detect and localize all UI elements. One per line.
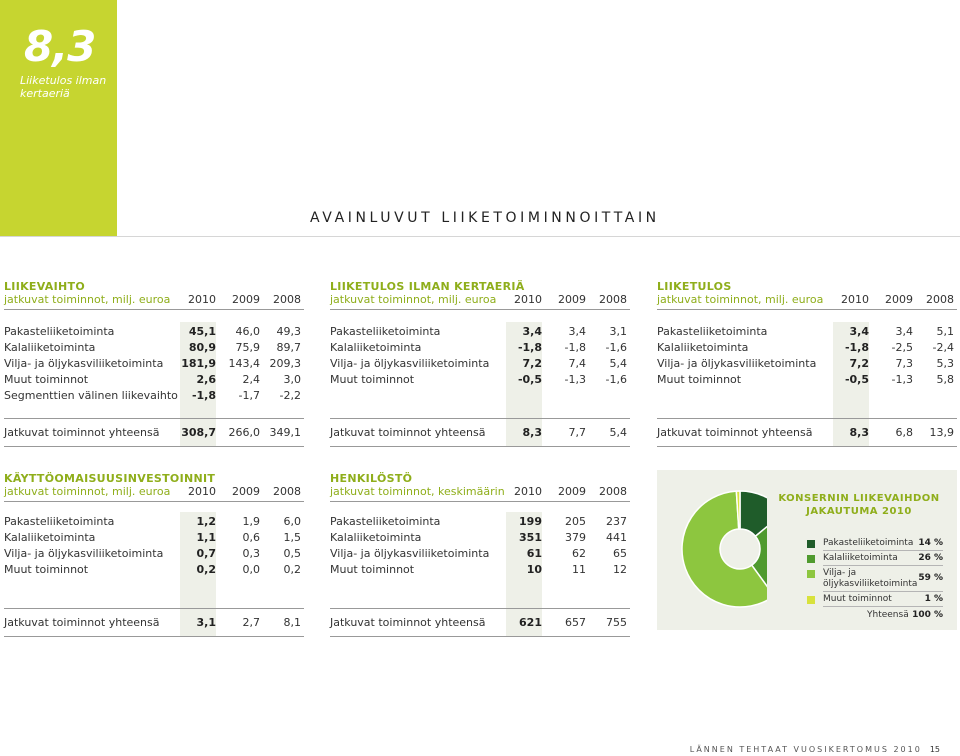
table-row (657, 325, 957, 341)
total-value: 266,0 (228, 426, 260, 439)
row-value: -0,5 (844, 373, 869, 386)
row-value: 7,2 (849, 357, 869, 370)
table-title: LIIKEVAIHTO (4, 280, 85, 293)
table-unit: jatkuvat toiminnot, milj. euroa (4, 293, 171, 306)
row-label: Vilja- ja öljykasviliiketoiminta (4, 357, 164, 370)
table-row (330, 357, 630, 373)
table-unit: jatkuvat toiminnot, keskimäärin (330, 485, 505, 498)
row-value: -2,2 (279, 389, 301, 402)
legend-divider (823, 550, 943, 551)
row-value: 62 (572, 547, 586, 560)
legend-percent: 59 % (918, 573, 943, 583)
row-value: 5,4 (609, 357, 627, 370)
table-row (4, 325, 304, 341)
legend-label: Kalaliiketoiminta (823, 553, 898, 563)
table-unit: jatkuvat toiminnot, milj. euroa (657, 293, 824, 306)
legend-percent: 1 % (924, 594, 943, 604)
table-header-row (4, 485, 304, 499)
hero-label: Liiketulos ilman kertaeriä (20, 74, 107, 100)
table-row (657, 341, 957, 357)
table-row (4, 563, 304, 579)
total-value: 8,3 (522, 426, 542, 439)
page-title: AVAINLUVUT LIIKETOIMINNOITTAIN (310, 210, 660, 226)
row-value: -1,8 (844, 341, 869, 354)
row-label: Vilja- ja öljykasviliiketoiminta (4, 547, 164, 560)
row-value: -1,7 (238, 389, 260, 402)
table-unit: jatkuvat toiminnot, milj. euroa (330, 293, 497, 306)
table-row (657, 373, 957, 389)
bottom-divider (4, 636, 304, 637)
row-value: 205 (565, 515, 586, 528)
row-value: 10 (526, 563, 542, 576)
row-value: 3,4 (895, 325, 913, 338)
total-label: Jatkuvat toiminnot yhteensä (4, 616, 160, 629)
legend-swatch (807, 540, 815, 548)
row-label: Muut toiminnot (4, 563, 89, 576)
row-value: 7,3 (895, 357, 913, 370)
row-value: 1,2 (196, 515, 216, 528)
total-value: 621 (519, 616, 542, 629)
row-value: 199 (519, 515, 542, 528)
total-value: 5,4 (609, 426, 627, 439)
row-label: Pakasteliiketoiminta (4, 515, 115, 528)
total-label: Jatkuvat toiminnot yhteensä (657, 426, 813, 439)
legend-divider (823, 591, 943, 592)
row-label: Kalaliiketoiminta (330, 341, 422, 354)
legend-label: Muut toiminnot (823, 594, 892, 604)
table-row (4, 515, 304, 531)
liiketulos-table (657, 280, 957, 439)
year-header: 2010 (514, 485, 542, 498)
table-title: HENKILÖSTÖ (330, 472, 413, 485)
row-value: 0,2 (283, 563, 301, 576)
year-header: 2009 (885, 293, 913, 306)
row-value: 5,3 (936, 357, 954, 370)
row-value: 143,4 (228, 357, 260, 370)
legend-total-label: Yhteensä (867, 610, 909, 620)
page-footer (690, 745, 940, 754)
total-divider (330, 608, 630, 609)
table-row (4, 547, 304, 563)
year-header: 2010 (841, 293, 869, 306)
row-value: 0,5 (283, 547, 301, 560)
table-row (4, 389, 304, 405)
hero-highlight-box (0, 0, 117, 236)
total-value: 657 (565, 616, 586, 629)
year-header: 2009 (232, 293, 260, 306)
year-header: 2009 (558, 485, 586, 498)
bottom-divider (4, 446, 304, 447)
bottom-divider (657, 446, 957, 447)
row-label: Muut toiminnot (330, 373, 415, 386)
row-value: 61 (526, 547, 542, 560)
row-value: -2,4 (932, 341, 954, 354)
legend-divider (823, 565, 943, 566)
year-header: 2010 (188, 293, 216, 306)
year-header: 2010 (188, 485, 216, 498)
table-row (330, 373, 630, 389)
row-value: 75,9 (235, 341, 260, 354)
total-divider (4, 608, 304, 609)
legend-percent: 26 % (918, 553, 943, 563)
row-value: 80,9 (188, 341, 216, 354)
row-label: Muut toiminnot (330, 563, 415, 576)
row-value: -0,5 (517, 373, 542, 386)
row-value: 1,5 (283, 531, 301, 544)
row-label: Pakasteliiketoiminta (4, 325, 115, 338)
row-value: 0,3 (242, 547, 260, 560)
bottom-divider (330, 446, 630, 447)
total-row (4, 426, 304, 442)
total-value: 2,7 (242, 616, 260, 629)
row-label: Kalaliiketoiminta (330, 531, 422, 544)
row-value: 7,4 (568, 357, 586, 370)
liiketulos-ilman-kertaeria-table (330, 280, 630, 439)
row-value: -1,8 (191, 389, 216, 402)
row-value: 5,8 (936, 373, 954, 386)
row-value: 1,9 (242, 515, 260, 528)
row-value: -2,5 (891, 341, 913, 354)
pie-chart-title: KONSERNIN LIIKEVAIHDON JAKAUTUMA 2010 (778, 493, 940, 517)
liikevaihto-table (4, 280, 304, 439)
row-value: -1,6 (605, 341, 627, 354)
row-label: Pakasteliiketoiminta (657, 325, 768, 338)
year-header: 2009 (558, 293, 586, 306)
row-label: Kalaliiketoiminta (4, 531, 96, 544)
table-header-row (330, 293, 630, 307)
total-value: 755 (606, 616, 627, 629)
total-value: 3,1 (196, 616, 216, 629)
page-number: 15 (929, 745, 940, 754)
header-divider (330, 309, 630, 310)
total-row (330, 426, 630, 442)
table-title: LIIKETULOS (657, 280, 732, 293)
total-label: Jatkuvat toiminnot yhteensä (4, 426, 160, 439)
pie-chart (657, 470, 767, 630)
year-header: 2010 (514, 293, 542, 306)
row-label: Pakasteliiketoiminta (330, 515, 441, 528)
row-label: Muut toiminnot (4, 373, 89, 386)
total-row (657, 426, 957, 442)
total-divider (330, 418, 630, 419)
row-value: 2,4 (242, 373, 260, 386)
row-value: -1,3 (564, 373, 586, 386)
kayttoomaisuusinvestoinnit-table (4, 472, 304, 629)
total-value: 13,9 (929, 426, 954, 439)
total-row (4, 616, 304, 632)
table-row (4, 341, 304, 357)
row-value: -1,6 (605, 373, 627, 386)
table-row (330, 341, 630, 357)
year-header: 2008 (273, 485, 301, 498)
row-value: 3,4 (568, 325, 586, 338)
total-divider (4, 418, 304, 419)
row-value: -1,8 (517, 341, 542, 354)
row-value: 65 (613, 547, 627, 560)
row-label: Pakasteliiketoiminta (330, 325, 441, 338)
row-value: 46,0 (235, 325, 260, 338)
row-value: 0,2 (196, 563, 216, 576)
table-header-row (657, 293, 957, 307)
row-value: 12 (613, 563, 627, 576)
table-row (4, 357, 304, 373)
row-value: 7,2 (522, 357, 542, 370)
year-header: 2008 (273, 293, 301, 306)
table-header-row (330, 485, 630, 499)
legend-label: Pakasteliiketoiminta (823, 538, 914, 548)
row-value: 0,0 (242, 563, 260, 576)
row-value: 237 (606, 515, 627, 528)
row-value: 2,6 (196, 373, 216, 386)
row-label: Segmenttien välinen liikevaihto (4, 389, 178, 402)
total-value: 349,1 (269, 426, 301, 439)
row-label: Kalaliiketoiminta (4, 341, 96, 354)
legend-divider (823, 606, 943, 607)
row-value: 379 (565, 531, 586, 544)
row-value: 11 (572, 563, 586, 576)
row-label: Vilja- ja öljykasviliiketoiminta (330, 547, 490, 560)
hero-value: 8,3 (24, 22, 96, 71)
table-row (330, 531, 630, 547)
table-header-row (4, 293, 304, 307)
total-value: 8,3 (849, 426, 869, 439)
table-title: KÄYTTÖOMAISUUSINVESTOINNIT (4, 472, 216, 485)
total-label: Jatkuvat toiminnot yhteensä (330, 616, 486, 629)
row-value: 0,7 (196, 547, 216, 560)
legend-label: Vilja- ja öljykasviliiketoiminta (823, 568, 918, 589)
row-value: 89,7 (276, 341, 301, 354)
footer-text: LÄNNEN TEHTAAT VUOSIKERTOMUS 2010 (689, 745, 922, 754)
row-value: 3,4 (849, 325, 869, 338)
header-divider (330, 501, 630, 502)
row-label: Vilja- ja öljykasviliiketoiminta (657, 357, 817, 370)
table-row (330, 515, 630, 531)
year-header: 2009 (232, 485, 260, 498)
year-header: 2008 (926, 293, 954, 306)
row-label: Kalaliiketoiminta (657, 341, 749, 354)
table-title: LIIKETULOS ILMAN KERTAERIÄ (330, 280, 525, 293)
year-header: 2008 (599, 485, 627, 498)
table-row (657, 357, 957, 373)
table-row (4, 373, 304, 389)
henkilosto-table (330, 472, 630, 629)
bottom-divider (330, 636, 630, 637)
header-divider (4, 309, 304, 310)
header-divider (4, 501, 304, 502)
total-value: 308,7 (181, 426, 216, 439)
row-value: 1,1 (196, 531, 216, 544)
year-header: 2008 (599, 293, 627, 306)
table-row (330, 325, 630, 341)
total-row (330, 616, 630, 632)
total-divider (657, 418, 957, 419)
legend-swatch (807, 570, 815, 578)
row-value: 45,1 (188, 325, 216, 338)
header-divider (657, 309, 957, 310)
legend-swatch (807, 596, 815, 604)
row-value: 3,4 (522, 325, 542, 338)
table-row (4, 531, 304, 547)
row-value: 6,0 (283, 515, 301, 528)
row-value: 181,9 (181, 357, 216, 370)
row-value: -1,8 (564, 341, 586, 354)
legend-swatch (807, 555, 815, 563)
row-value: 3,0 (283, 373, 301, 386)
top-divider (0, 236, 960, 237)
row-value: -1,3 (891, 373, 913, 386)
total-value: 6,8 (895, 426, 913, 439)
row-value: 49,3 (276, 325, 301, 338)
row-value: 441 (606, 531, 627, 544)
row-value: 0,6 (242, 531, 260, 544)
row-value: 351 (519, 531, 542, 544)
row-label: Muut toiminnot (657, 373, 742, 386)
row-value: 5,1 (936, 325, 954, 338)
total-value: 8,1 (283, 616, 301, 629)
table-row (330, 547, 630, 563)
row-label: Vilja- ja öljykasviliiketoiminta (330, 357, 490, 370)
total-value: 7,7 (568, 426, 586, 439)
row-value: 3,1 (609, 325, 627, 338)
table-unit: jatkuvat toiminnot, milj. euroa (4, 485, 171, 498)
row-value: 209,3 (269, 357, 301, 370)
legend-total-value: 100 % (912, 610, 943, 620)
pie-chart-panel (657, 470, 957, 630)
table-row (330, 563, 630, 579)
total-label: Jatkuvat toiminnot yhteensä (330, 426, 486, 439)
legend-percent: 14 % (918, 538, 943, 548)
